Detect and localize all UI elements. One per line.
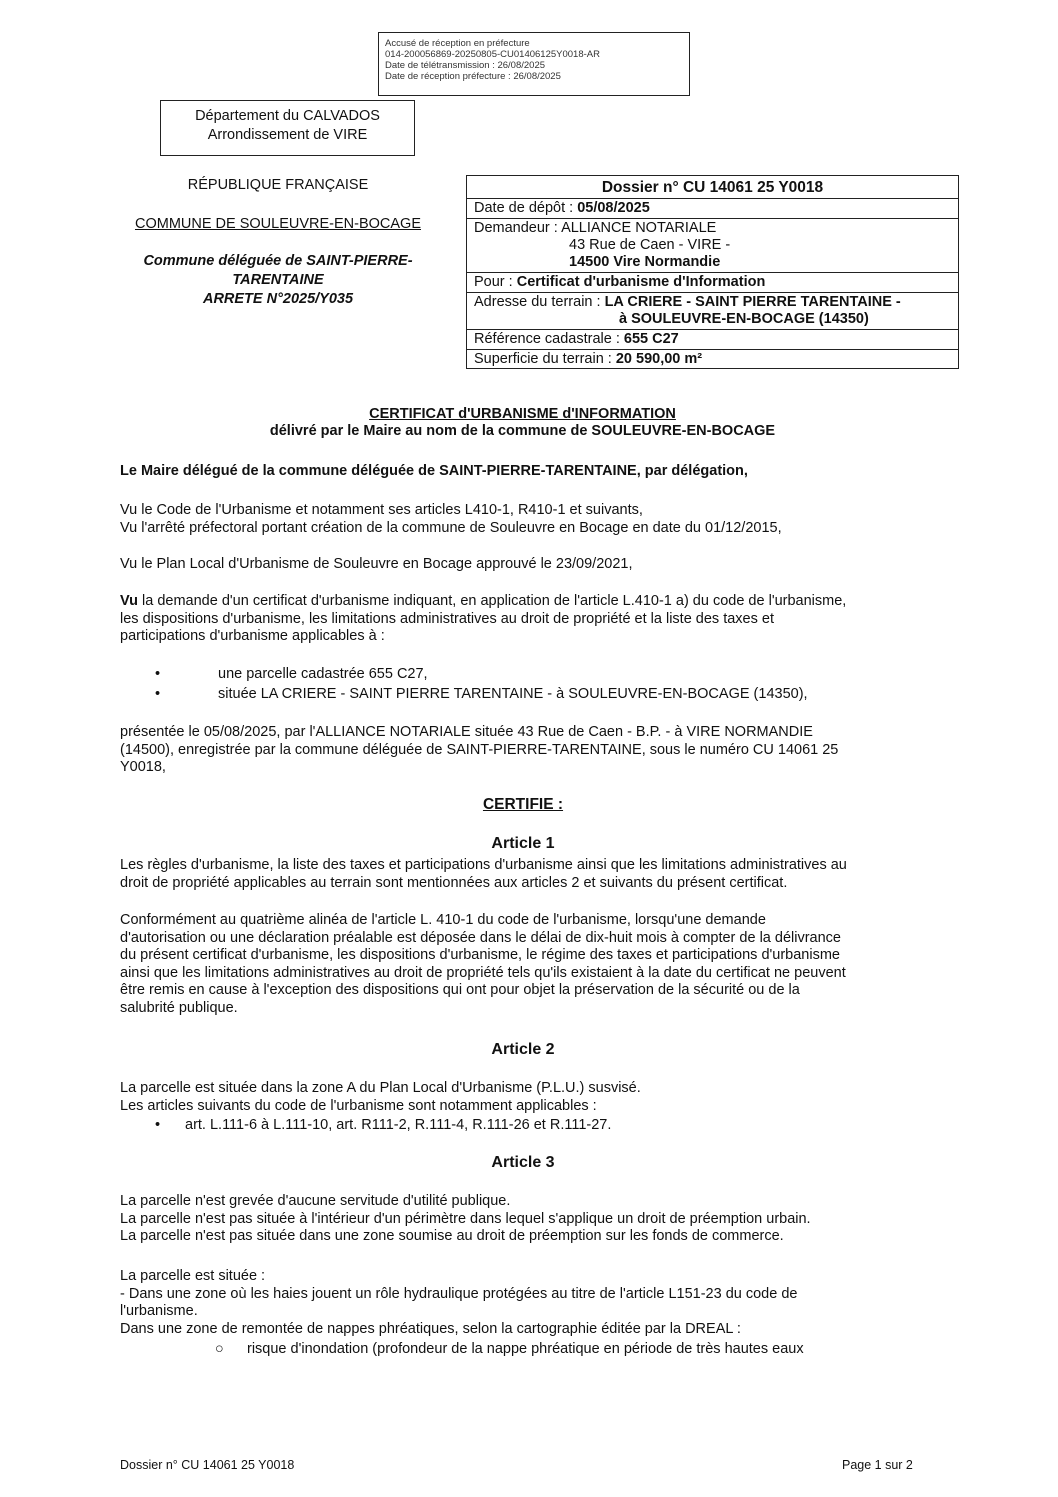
department-box [160,100,415,156]
commune-heading: COMMUNE DE SOULEUVRE-EN-BOCAGE [134,216,421,232]
certificate-title: CERTIFICAT d'URBANISME d'INFORMATION [369,406,676,422]
article-3-heading: Article 3 [491,1154,555,1171]
certificate-subtitle: délivré par le Maire au nom de la commune de SOULEUVRE-EN-BOCAGE [269,423,776,439]
vu-line: Vu le Plan Local d'Urbanisme de Souleuvre en Bocage approuvé le 23/09/2021, [120,556,633,572]
article-3-location [120,1268,926,1338]
presented-line: présentée le 05/08/2025, par l'ALLIANCE NOTARIALE située 43 Rue de Caen - B.P. - à VIRE NORMANDIE [120,724,813,740]
bullet-text: risque d'inondation (profondeur de la nappe phréatique en période de très hautes eaux [247,1341,804,1357]
article-line: Les règles d'urbanisme, la liste des taxes et participations d'urbanisme ainsi que les limitations administratives au [120,857,847,873]
vu-request-line: les dispositions d'urbanisme, les limitations administratives au droit de propriété et la liste des taxes et [120,610,774,627]
article-1-paragraph-2 [120,912,926,1018]
land-address-label: Adresse du terrain : [474,294,605,310]
land-address-value: LA CRIERE - SAINT PIERRE TARENTAINE - [604,294,901,310]
cadastral-ref-label: Référence cadastrale : [474,331,624,347]
cadastral-ref-value: 655 C27 [623,331,679,347]
bullet-text: art. L.111-6 à L.111-10, art. R111-2, R.111-4, R.111-26 et R.111-27. [185,1117,612,1133]
bullet-text: située LA CRIERE - SAINT PIERRE TARENTAINE - à SOULEUVRE-EN-BOCAGE (14350), [218,686,808,702]
article-line: être remis en cause à l'exception des dispositions qui ont pour objet la préservation de la sécurité ou de la [120,982,800,999]
delegated-commune-line: TARENTAINE [232,272,324,288]
bullet-dot-icon: • [155,666,161,682]
dossier-title: Dossier n° CU 14061 25 Y0018 [601,179,824,196]
deposit-date-label: Date de dépôt : [474,200,578,216]
bullet-item [155,685,808,704]
stamp-line: Date de télétransmission : 26/08/2025 [385,60,546,71]
presented-line: (14500), enregistrée par la commune déléguée de SAINT-PIERRE-TARENTAINE, sous le numéro CU 14061 25 [120,741,839,758]
article-line: du présent certificat d'urbanisme, les dispositions d'urbanisme, le régime des taxes et participations d'urbanisme [120,947,840,964]
applicant-address-line: 14500 Vire Normandie [569,254,721,270]
vu-request-block [120,593,926,646]
circle-bullet-icon: ○ [215,1341,224,1357]
article-line: ainsi que les limitations administratives au droit de propriété tels qu'ils existaient à la date du certificat ne peuvent [120,964,846,981]
article-2-heading: Article 2 [491,1041,555,1058]
sub-bullet-item [215,1340,804,1359]
article-3-body [120,1193,926,1246]
article-line: La parcelle n'est pas située dans une zone soumise au droit de préemption sur les fonds de commerce. [120,1228,784,1245]
vu-line: Vu l'arrêté préfectoral portant création de la commune de Souleuvre en Bocage en date du 01/12/2015, [120,519,782,536]
article-1-paragraph-1 [120,857,926,892]
delegated-commune-block [118,252,438,309]
article-line: l'urbanisme. [120,1303,198,1320]
surface-value: 20 590,00 m² [615,351,703,367]
article-line: droit de propriété applicables au terrain sont mentionnées aux articles 2 et suivants du présent certificat. [120,874,788,891]
bullet-dot-icon: • [155,686,161,702]
reception-stamp [378,32,690,96]
purpose-value: Certificat d'urbanisme d'Information [516,274,766,290]
applicant-address-line: 43 Rue de Caen - VIRE - [569,237,731,253]
bullet-dot-icon: • [155,1117,161,1133]
article-line: La parcelle est située : [120,1268,266,1284]
vu-request-line: participations d'urbanisme applicables à : [120,628,385,645]
stamp-line: 014-200056869-20250805-CU01406125Y0018-AR [385,49,600,60]
stamp-line: Date de réception préfecture : 26/08/2025 [385,71,561,82]
article-line: salubrité publique. [120,999,238,1016]
article-2-body [120,1080,926,1115]
applicant-name: ALLIANCE NOTARIALE [561,220,717,236]
cadastral-ref-row [467,329,958,349]
purpose-row [467,272,958,292]
vu-line: Vu le Code de l'Urbanisme et notamment ses articles L410-1, R410-1 et suivants, [120,502,643,518]
article-1-heading: Article 1 [491,835,555,852]
footer-dossier: Dossier n° CU 14061 25 Y0018 [120,1458,295,1472]
presented-line: Y0018, [120,759,166,776]
article-line: La parcelle n'est pas située à l'intérieur d'un périmètre dans lequel s'applique un droit de préemption urbain. [120,1210,811,1227]
surface-label: Superficie du terrain : [474,351,616,367]
presented-block [120,724,926,777]
bullet-text: une parcelle cadastrée 655 C27, [218,666,428,682]
applicant-label: Demandeur : [474,220,562,236]
article-line: La parcelle est située dans la zone A du Plan Local d'Urbanisme (P.L.U.) susvisé. [120,1080,641,1096]
land-address-value: à SOULEUVRE-EN-BOCAGE (14350) [619,311,869,327]
surface-row [467,349,958,369]
article-line: Dans une zone de remontée de nappes phréatiques, selon la cartographie éditée par la DREAL : [120,1320,741,1337]
dossier-box [466,175,959,369]
purpose-label: Pour : [474,274,517,290]
certificate-titles [120,406,925,440]
department-name: Département du CALVADOS [195,108,380,124]
certifie-heading: CERTIFIE : [482,796,564,813]
arrondissement-name: Arrondissement de VIRE [207,127,368,143]
delegated-commune-line: Commune déléguée de SAINT-PIERRE- [143,253,413,269]
maire-line: Le Maire délégué de la commune déléguée de SAINT-PIERRE-TARENTAINE, par délégation, [120,463,748,479]
bullet-item [155,665,428,684]
stamp-line: Accusé de réception en préfecture [385,38,530,49]
article-line: d'autorisation ou une déclaration préalable est déposée dans le délai de dix-huit mois à compter de la délivrance [120,929,841,946]
republic-heading: RÉPUBLIQUE FRANÇAISE [187,177,369,193]
article-line: - Dans une zone où les haies jouent un rôle hydraulique protégées au titre de l'article L151-23 du code de [120,1285,798,1302]
deposit-date-row [467,198,958,218]
deposit-date-value: 05/08/2025 [577,200,650,216]
applicant-row [467,218,958,272]
article-line: Conformément au quatrième alinéa de l'article L. 410-1 du code de l'urbanisme, lorsqu'une demande [120,912,766,928]
vu-bold: Vu [120,593,138,609]
vu-request-line: la demande d'un certificat d'urbanisme indiquant, en application de l'article L.410-1 a) du code de l'urbanisme, [138,593,847,609]
page-number: Page 1 sur 2 [842,1458,913,1472]
article-line: La parcelle n'est grevée d'aucune servitude d'utilité publique. [120,1193,511,1209]
article-line: Les articles suivants du code de l'urbanisme sont notamment applicables : [120,1097,597,1114]
arrete-number: ARRETE N°2025/Y035 [202,291,354,307]
vu-block-1 [120,502,926,537]
bullet-item [155,1116,611,1135]
land-address-row [467,292,958,329]
